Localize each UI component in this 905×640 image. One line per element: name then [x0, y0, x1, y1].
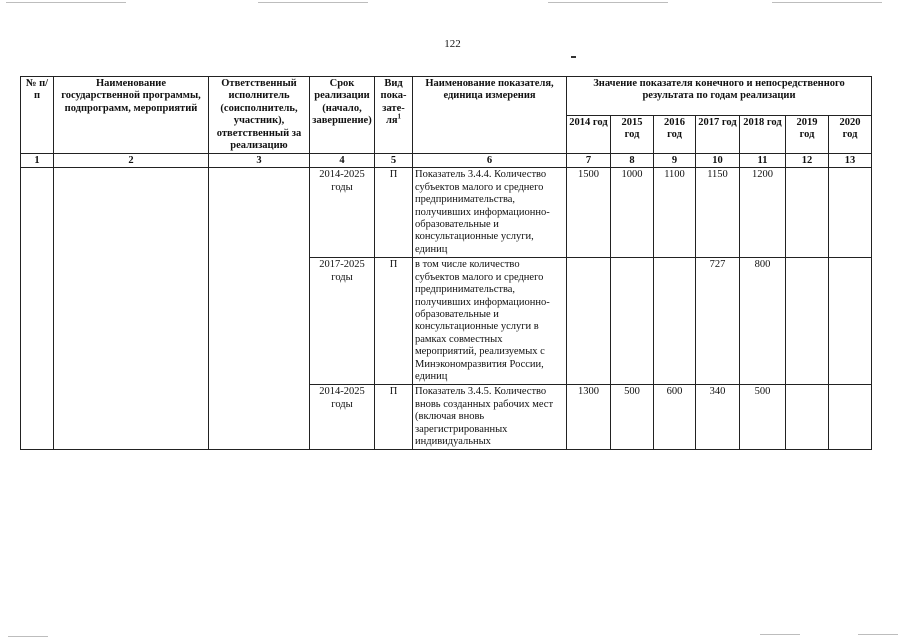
cell-term: 2014-2025 годы [310, 385, 375, 450]
header-indicator-type [375, 77, 413, 154]
page-number: 122 [444, 38, 461, 50]
header-year: 2018 год [740, 115, 786, 154]
column-number: 11 [740, 154, 786, 168]
scan-edge-bottom-right [760, 634, 800, 635]
footnote-mark: 1 [397, 112, 402, 121]
cell-value [786, 168, 829, 258]
column-number: 9 [654, 154, 696, 168]
cell-value [786, 258, 829, 385]
header-num: № п/п [21, 77, 54, 154]
scan-edge-top-right [548, 2, 668, 3]
header-year: 2014 год [567, 115, 611, 154]
header-year: 2019 год [786, 115, 829, 154]
scan-edge-bottom-left [8, 636, 48, 637]
scan-edge-top-left [6, 2, 126, 3]
cell-value: 1100 [654, 168, 696, 258]
header-executor: Ответственный исполнитель (соисполнитель, участник), ответственный за реализацию [209, 77, 310, 154]
column-number: 3 [209, 154, 310, 168]
scan-edge-top-mid [258, 2, 368, 3]
cell-value: 1150 [696, 168, 740, 258]
header-program: Наименование государственной программы, подпрограмм, мероприятий [54, 77, 209, 154]
column-number: 7 [567, 154, 611, 168]
cell-term: 2017-2025 годы [310, 258, 375, 385]
cell-program-empty [54, 168, 209, 450]
cell-value: 600 [654, 385, 696, 450]
cell-value: 500 [611, 385, 654, 450]
cell-value [786, 385, 829, 450]
stray-mark [571, 56, 576, 58]
scan-edge-top-far-right [772, 2, 882, 3]
cell-value [829, 168, 872, 258]
header-indicator-name: Наименование показателя, единица измерения [413, 77, 567, 154]
cell-value: 727 [696, 258, 740, 385]
column-number-row [21, 154, 872, 168]
cell-value: 340 [696, 385, 740, 450]
cell-value [654, 258, 696, 385]
header-year: 2017 год [696, 115, 740, 154]
cell-type: П [375, 385, 413, 450]
cell-value [829, 385, 872, 450]
column-number: 10 [696, 154, 740, 168]
cell-value: 1200 [740, 168, 786, 258]
header-term: Срок реализации (начало, завершение) [310, 77, 375, 154]
cell-indicator-name: в том числе количество субъектов малого и среднего предпринимательства, получивших информационно-образовательные и консультационные услуги в рамках совместных мероприятий, реализуемых с Минэкономразвития России, единиц [413, 258, 567, 385]
indicators-table [20, 76, 872, 450]
column-number: 5 [375, 154, 413, 168]
column-number: 1 [21, 154, 54, 168]
cell-num-empty [21, 168, 54, 450]
cell-value [829, 258, 872, 385]
column-number: 8 [611, 154, 654, 168]
column-number: 6 [413, 154, 567, 168]
scan-edge-bottom-far-right [858, 634, 898, 635]
column-number: 12 [786, 154, 829, 168]
column-number: 13 [829, 154, 872, 168]
cell-term: 2014-2025 годы [310, 168, 375, 258]
cell-type: П [375, 168, 413, 258]
cell-executor-empty [209, 168, 310, 450]
cell-value [567, 258, 611, 385]
cell-value [611, 258, 654, 385]
header-values-group: Значение показателя конечного и непосредственного результата по годам реализации [567, 77, 872, 116]
header-year: 2020 год [829, 115, 872, 154]
header-year: 2016 год [654, 115, 696, 154]
cell-value: 1500 [567, 168, 611, 258]
table-row [21, 168, 872, 258]
column-number: 4 [310, 154, 375, 168]
cell-value: 500 [740, 385, 786, 450]
cell-indicator-name: Показатель 3.4.4. Количество субъектов малого и среднего предпринимательства, получивших информационно-образовательные и консультационные услуги, единиц [413, 168, 567, 258]
cell-indicator-name: Показатель 3.4.5. Количество вновь созданных рабочих мест (включая вновь зарегистрированных индивидуальных [413, 385, 567, 450]
header-row-1 [21, 77, 872, 116]
header-indicator-type-text: Вид пока-зате-ля [380, 78, 407, 127]
column-number: 2 [54, 154, 209, 168]
cell-value: 1300 [567, 385, 611, 450]
cell-value: 1000 [611, 168, 654, 258]
cell-value: 800 [740, 258, 786, 385]
cell-type: П [375, 258, 413, 385]
header-year: 2015 год [611, 115, 654, 154]
